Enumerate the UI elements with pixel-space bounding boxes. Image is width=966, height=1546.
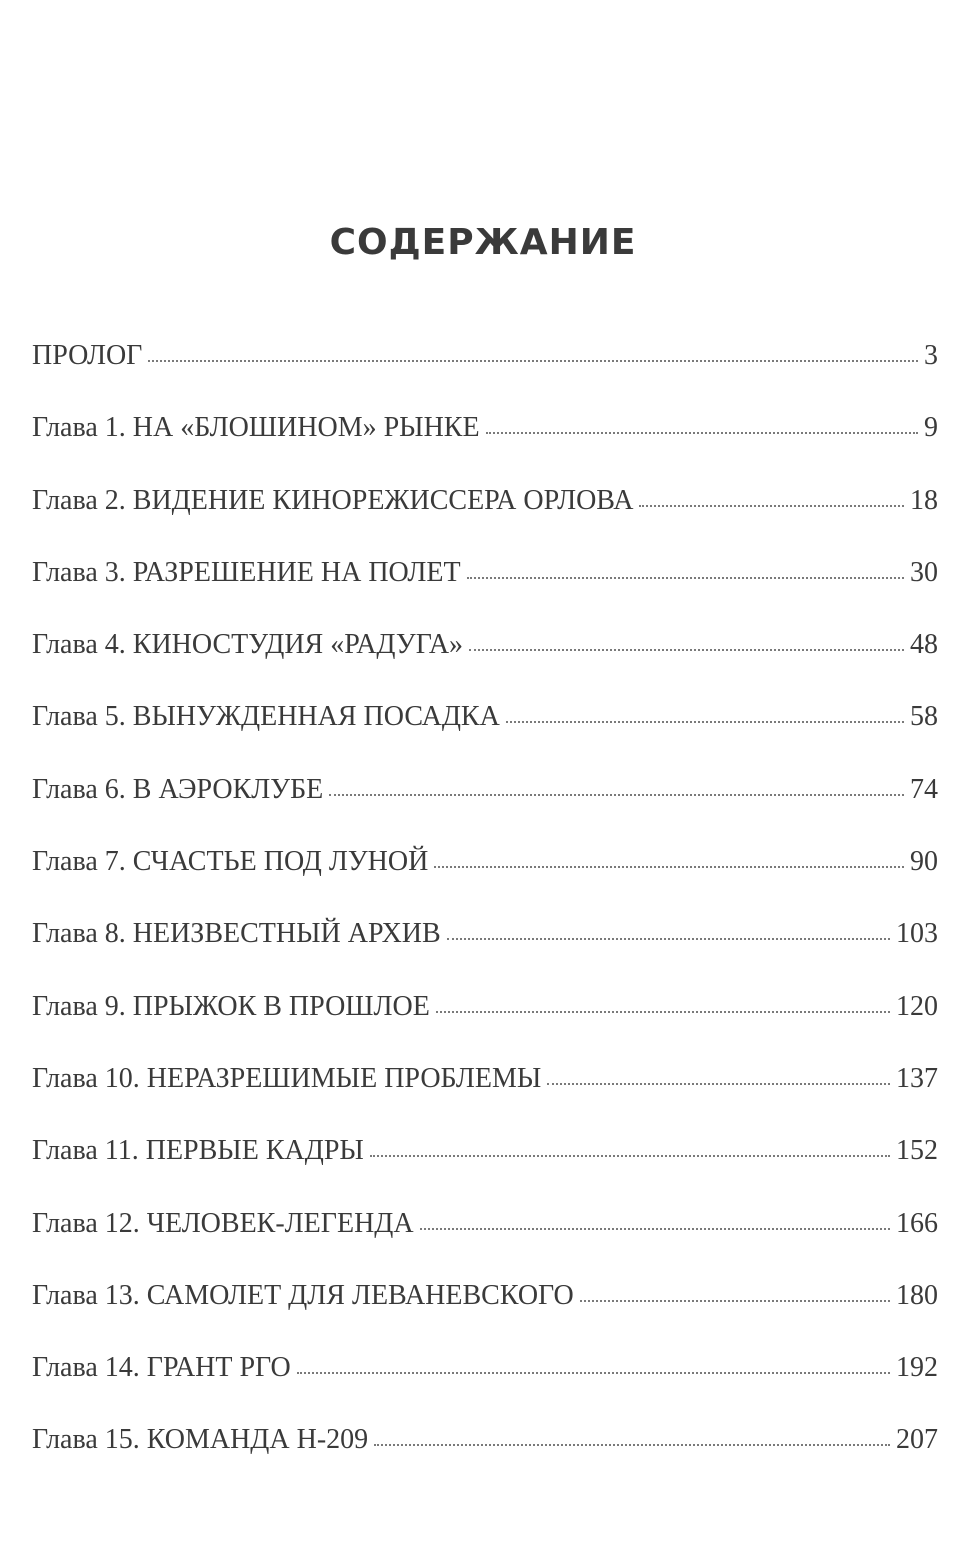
toc-entry-page: 9 (924, 412, 938, 444)
toc-entry-page: 103 (896, 918, 938, 950)
toc-entry (32, 1135, 938, 1207)
toc-entry-page: 48 (910, 629, 938, 661)
toc-entry (32, 918, 938, 990)
toc-leader-dots (420, 1228, 890, 1230)
toc-leader-dots (639, 505, 904, 507)
toc-entry-label: Глава 13. САМОЛЕТ ДЛЯ ЛЕВАНЕВСКОГО (32, 1279, 574, 1311)
toc-leader-dots (580, 1300, 890, 1302)
toc-entry-label: ПРОЛОГ (32, 340, 143, 371)
toc-leader-dots (436, 1011, 890, 1013)
toc-entry-label: Глава 7. СЧАСТЬЕ ПОД ЛУНОЙ (32, 846, 429, 878)
toc-entry-label: Глава 12. ЧЕЛОВЕК-ЛЕГЕНДА (32, 1207, 414, 1239)
toc-entry-page: 120 (896, 990, 938, 1022)
toc-entry-page: 58 (910, 701, 938, 733)
toc-entry (32, 1352, 938, 1424)
toc-entry (32, 485, 938, 557)
toc-entry-label: Глава 9. ПРЫЖОК В ПРОШЛОЕ (32, 990, 430, 1022)
toc-entry-label: Глава 11. ПЕРВЫЕ КАДРЫ (32, 1135, 364, 1167)
toc-entry-label: Глава 1. НА «БЛОШИНОМ» РЫНКЕ (32, 412, 480, 444)
toc-entry (32, 1208, 938, 1280)
toc-entry-page: 18 (910, 484, 938, 516)
toc-entry-label: Глава 8. НЕИЗВЕСТНЫЙ АРХИВ (32, 918, 441, 950)
toc-entry-page: 74 (910, 773, 938, 805)
toc-leader-dots (148, 360, 918, 362)
toc-entry (32, 701, 938, 773)
toc-entry-page: 30 (910, 556, 938, 588)
toc-entry (32, 1063, 938, 1135)
toc-leader-dots (469, 649, 904, 651)
toc-entry (32, 1280, 938, 1352)
toc-entry-label: Глава 5. ВЫНУЖДЕННАЯ ПОСАДКА (32, 701, 500, 733)
toc-leader-dots (370, 1155, 890, 1157)
toc-entry-page: 180 (896, 1279, 938, 1311)
toc-entry (32, 340, 938, 412)
toc-entry-page: 166 (896, 1207, 938, 1239)
toc-entry (32, 412, 938, 484)
toc-entry-label: Глава 10. НЕРАЗРЕШИМЫЕ ПРОБЛЕМЫ (32, 1062, 542, 1094)
toc-entry-label: Глава 15. КОМАНДА Н-209 (32, 1424, 369, 1456)
toc-entry-page: 137 (896, 1062, 938, 1094)
toc-entry-label: Глава 14. ГРАНТ РГО (32, 1352, 291, 1384)
toc-leader-dots (447, 938, 890, 940)
toc-leader-dots (297, 1372, 890, 1374)
toc-entry (32, 629, 938, 701)
toc-entry (32, 1424, 938, 1496)
toc-entry (32, 991, 938, 1063)
toc-entry-page: 90 (910, 846, 938, 878)
toc-entry-page: 192 (896, 1352, 938, 1384)
toc-entry (32, 774, 938, 846)
toc-leader-dots (467, 577, 904, 579)
toc-entry-page: 152 (896, 1135, 938, 1167)
toc-leader-dots (329, 794, 904, 796)
toc-entry-label: Глава 6. В АЭРОКЛУБЕ (32, 773, 324, 805)
toc-entry-page: 3 (924, 340, 938, 371)
toc-entry (32, 557, 938, 629)
toc-leader-dots (506, 721, 904, 723)
page-title: СОДЕРЖАНИЕ (329, 222, 637, 263)
table-of-contents (32, 340, 938, 1497)
toc-entry-page: 207 (896, 1424, 938, 1456)
toc-leader-dots (547, 1083, 890, 1085)
toc-entry-label: Глава 3. РАЗРЕШЕНИЕ НА ПОЛЕТ (32, 556, 461, 588)
toc-entry-label: Глава 2. ВИДЕНИЕ КИНОРЕЖИССЕРА ОРЛОВА (32, 484, 634, 516)
toc-leader-dots (374, 1444, 890, 1446)
toc-entry (32, 846, 938, 918)
toc-leader-dots (434, 866, 904, 868)
toc-leader-dots (486, 432, 918, 434)
toc-entry-label: Глава 4. КИНОСТУДИЯ «РАДУГА» (32, 629, 464, 661)
